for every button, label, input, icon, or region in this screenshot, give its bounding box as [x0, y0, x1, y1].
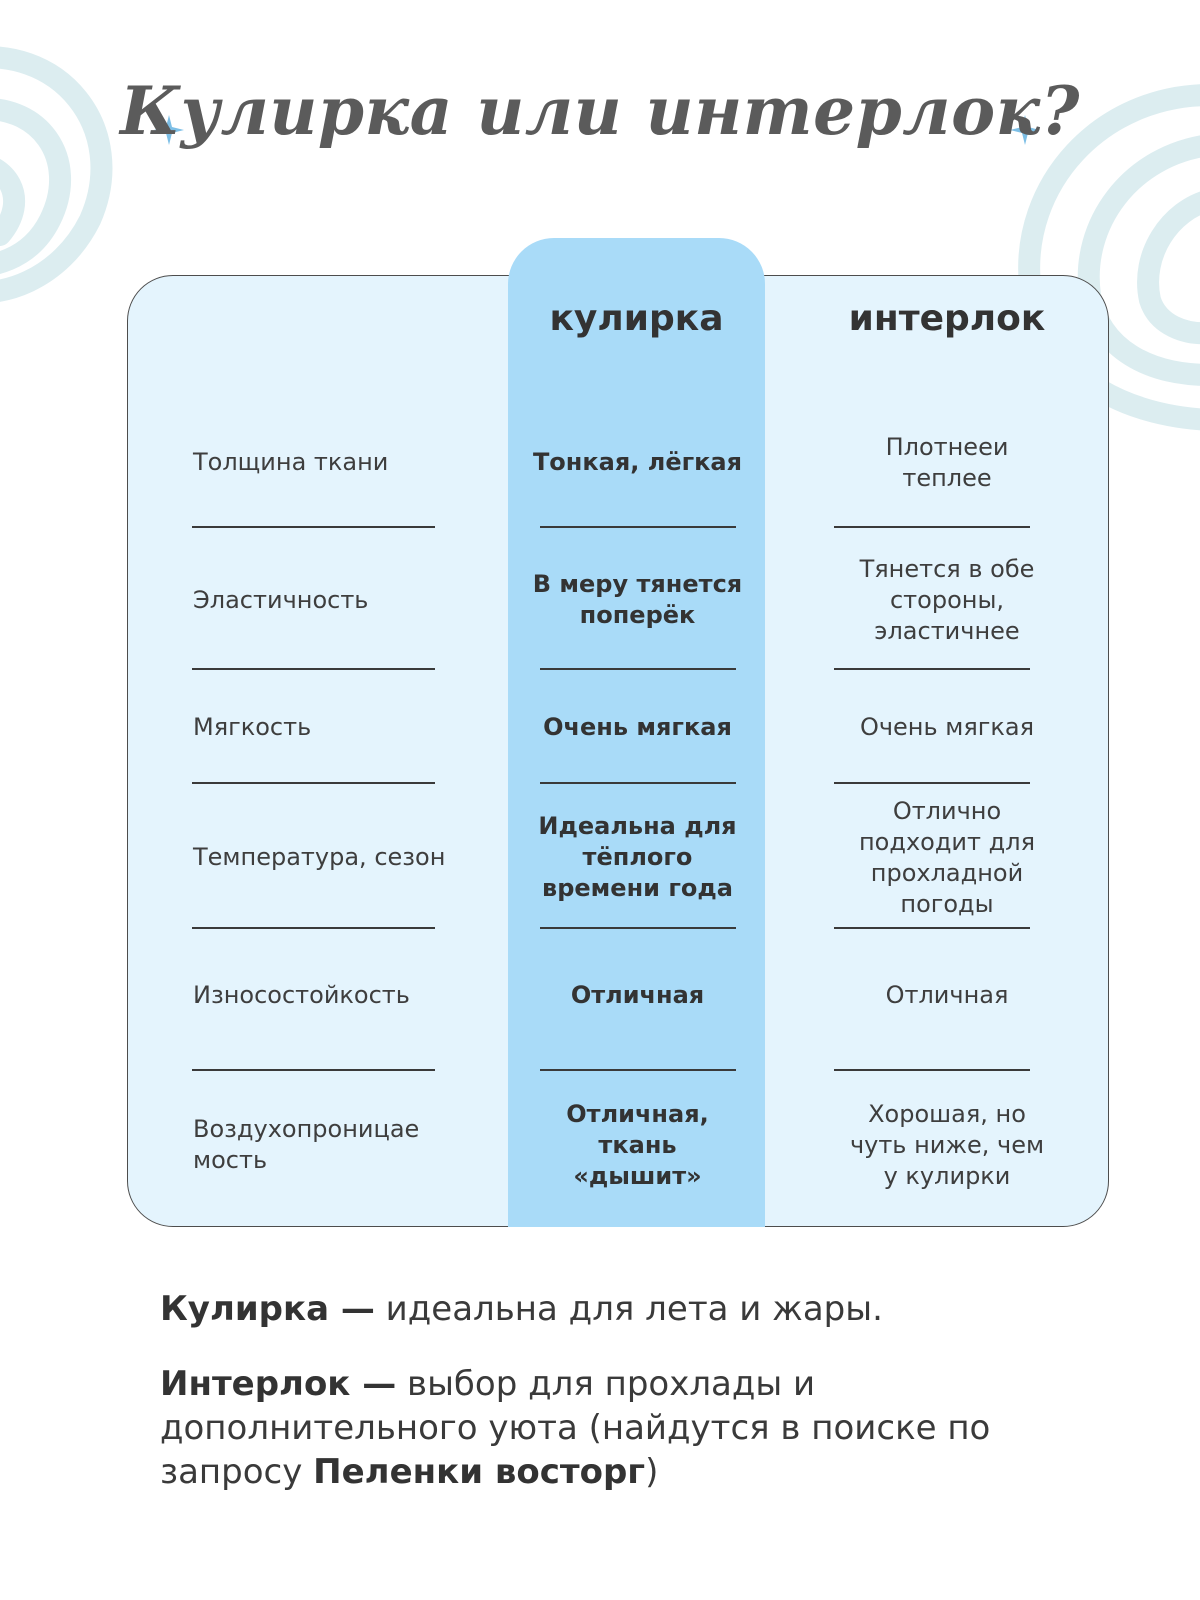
row-kulirka-value: Идеальна для тёплого времени года [538, 812, 737, 902]
row-label: Эластичность [193, 585, 369, 614]
row-kulirka-value: Тонкая, лёгкая [532, 448, 743, 476]
row-separator [540, 668, 736, 670]
row-separator [540, 927, 736, 929]
summary-interlok [160, 1362, 1080, 1494]
row-separator [834, 668, 1030, 670]
row-kulirka-value: В меру тянется поперёк [532, 570, 743, 629]
row-interlok-value: Очень мягкая [859, 713, 1035, 741]
row-separator [540, 526, 736, 528]
row-label: Воздухопроницае мость [193, 1115, 420, 1174]
yarn-ball-icon-left [0, 20, 140, 320]
summary-kulirka [160, 1287, 1060, 1331]
search-query: Пеленки восторг [313, 1452, 646, 1492]
row-separator [834, 526, 1030, 528]
row-interlok-value: Тянется в обе стороны, эластичнее [859, 554, 1035, 645]
row-label: Мягкость [193, 713, 312, 741]
row-separator [834, 782, 1030, 784]
row-interlok-value: Отлично подходит для прохладной погоды [858, 796, 1036, 918]
header-kulirka: кулирка [549, 298, 724, 339]
header-interlok: интерлок [848, 298, 1046, 339]
row-separator [540, 782, 736, 784]
row-label: Температура, сезон [193, 843, 446, 871]
row-interlok-value: Отличная [885, 980, 1009, 1009]
row-separator [192, 782, 435, 784]
row-separator [834, 927, 1030, 929]
summary-kulirka-bold: Кулирка — [160, 1289, 375, 1329]
page-title: Кулирка или интерлок? [120, 72, 1080, 150]
row-separator [192, 668, 435, 670]
row-separator [192, 526, 435, 528]
summary-kulirka-text: идеальна для лета и жары. [374, 1289, 883, 1329]
row-kulirka-value: Очень мягкая [543, 713, 732, 741]
row-interlok-value: Плотнееи теплее [885, 432, 1009, 492]
summary-interlok-bold: Интерлок — [160, 1364, 397, 1404]
row-label: Износостойкость [193, 980, 410, 1009]
row-interlok-value: Хорошая, но чуть ниже, чем у кулирки [849, 1099, 1045, 1190]
row-label: Толщина ткани [193, 448, 389, 476]
row-kulirka-value: Отличная, ткань «дышит» [566, 1099, 709, 1190]
row-separator [192, 927, 435, 929]
row-kulirka-value: Отличная [570, 980, 705, 1009]
summary-interlok-text: выбор для прохлады и дополнительного уюта (найдутся в поиске по запросу [160, 1364, 991, 1492]
summary-interlok-end: ) [645, 1452, 659, 1492]
